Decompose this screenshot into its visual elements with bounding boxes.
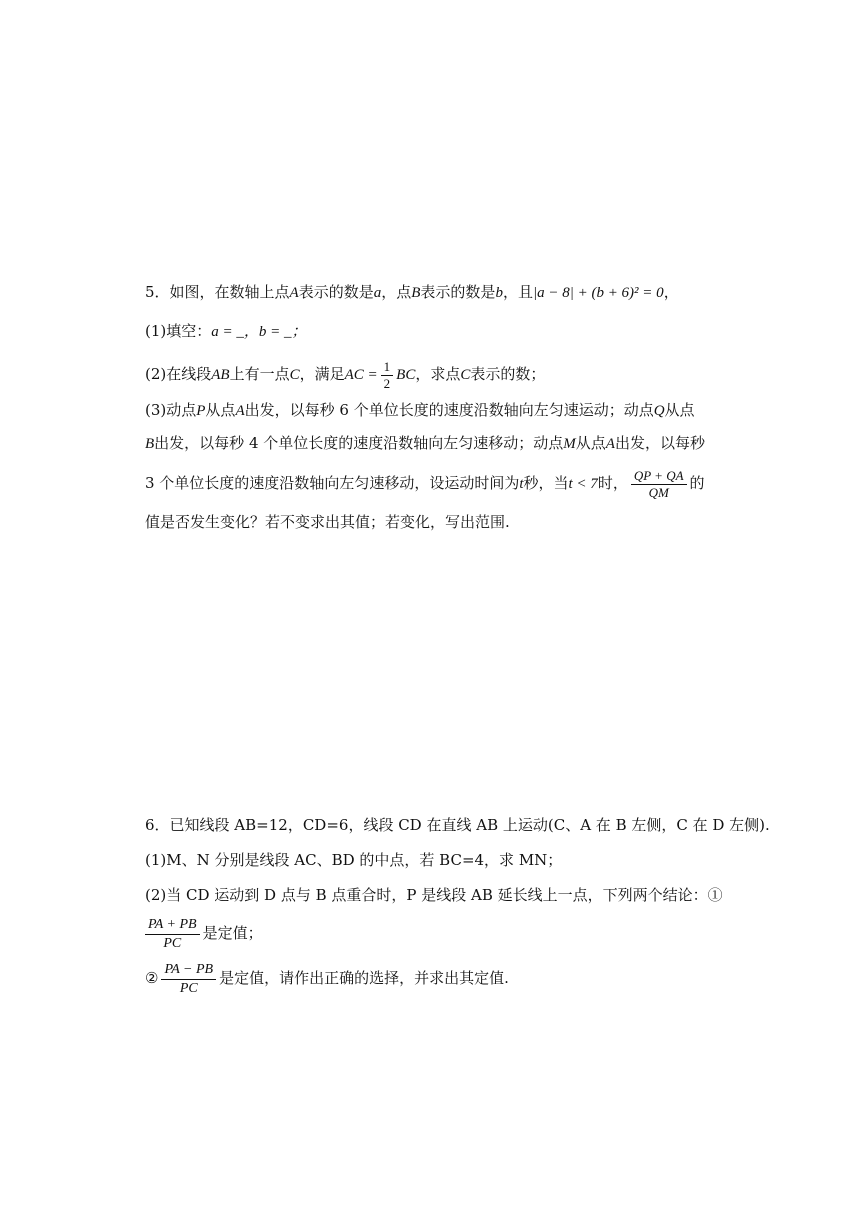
q5-part-1 [145,321,307,342]
q5-p3-l3-b: 秒，当 [523,474,569,492]
var-M: M [563,436,576,452]
fraction-denominator: QM [631,484,687,501]
var-A-3: A [605,436,615,452]
var-t: t [519,476,524,492]
q5-p3-l2-b: 从点 [575,434,606,452]
q5-p2-b: 上有一点 [229,365,290,383]
q5-intro-a: 5．如图，在数轴上点 [145,283,290,301]
q5-p3-l1-a: (3)动点 [145,401,197,419]
fraction-numerator: 1 [383,358,391,374]
q6-l2: (1)M、N 分别是线段 AC、BD 的中点，若 BC=4，求 MN； [145,851,563,869]
q5-equation: |a − 8| + (b + 6)² = 0 [532,285,664,301]
q5-part-3-line-4 [145,512,510,532]
q6-part-1 [145,850,562,870]
q5-p2-c: ，满足 [299,365,345,383]
q5-p3-l3-d: 的 [689,474,705,492]
q5-p3-l3-a: 3 个单位长度的速度沿数轴向左匀速移动，设运动时间为 [145,474,520,492]
q5-p3-l3-c: 时， [597,474,628,492]
var-A: A [289,285,299,301]
q5-p2-d: ，求点 [415,365,461,383]
fraction-numerator: PA + PB [148,916,197,932]
q6-f1-text: 是定值； [202,924,263,942]
var-B-2: B [145,436,155,452]
q5-p3-l2-a: 出发，以每秒 4 个单位长度的速度沿数轴向左匀速移动；动点 [154,434,564,452]
q6-line-1 [145,815,770,835]
q5-p3-l1-b: 从点 [205,401,236,419]
q5-p1-blanks: a = _，b = _； [211,324,307,340]
q5-p3-l4: 值是否发生变化？若不变求出其值；若变化，写出范围. [145,513,510,531]
q5-p3-l2-c: 出发，以每秒 [614,434,705,452]
fraction-numerator: PA − PB [164,961,214,977]
q5-intro-d: 表示的数是 [420,283,496,301]
q5-line-1 [145,282,679,303]
q5-part-3-line-2 [145,433,705,454]
q5-part-3-line-1 [145,400,695,421]
q5-p1-a: (1)填空： [145,322,212,340]
q5-intro-c: ，点 [381,283,412,301]
q5-intro-end: ， [663,283,679,301]
q6-fraction-2 [161,961,216,998]
var-B: B [411,285,421,301]
fraction-denominator: 2 [381,375,394,392]
var-a: a [373,285,382,301]
q6-l1: 6．已知线段 AB=12，CD=6，线段 CD 在直线 AB 上运动(C、A 在 B 左侧，C 在 D 左侧). [145,816,770,834]
fraction-numerator: QP + QA [633,467,684,483]
q5-p2-a: (2)在线段 [145,365,212,383]
q6-l3: (2)当 CD 运动到 D 点与 B 点重合时，P 是线段 AB 延长线上一点，下列两个结论：① [145,886,723,904]
q6-f2-text: 是定值，请作出正确的选择，并求出其定值. [219,969,509,987]
q6-circled-2: ② [145,969,159,987]
fraction-denominator: PC [145,934,200,953]
var-A-2: A [235,403,245,419]
q5-half-fraction [381,359,394,392]
q5-intro-e: ，且 [502,283,533,301]
q6-part-2 [145,885,723,905]
var-AB: AB [211,367,230,383]
var-b: b [495,285,503,301]
var-C-2: C [460,367,471,383]
q6-conclusion-1 [145,913,263,953]
q5-p3-l1-d: 从点 [664,401,695,419]
q5-p2-eq-left: AC = [344,367,378,383]
q5-inequality: t < 7 [568,476,598,492]
var-BC: BC [396,367,416,383]
var-P: P [196,403,206,419]
q5-part-3-line-3 [145,466,705,501]
fraction-denominator: PC [161,979,216,998]
q5-part-2 [145,358,545,392]
var-Q: Q [653,403,665,419]
q6-conclusion-2 [145,958,509,998]
q5-intro-b: 表示的数是 [298,283,374,301]
q6-fraction-1 [145,916,200,953]
var-C: C [289,367,300,383]
q5-p3-l1-c: 出发，以每秒 6 个单位长度的速度沿数轴向左匀速运动；动点 [244,401,654,419]
q5-ratio-fraction [631,468,687,501]
q5-p2-e: 表示的数； [470,365,546,383]
